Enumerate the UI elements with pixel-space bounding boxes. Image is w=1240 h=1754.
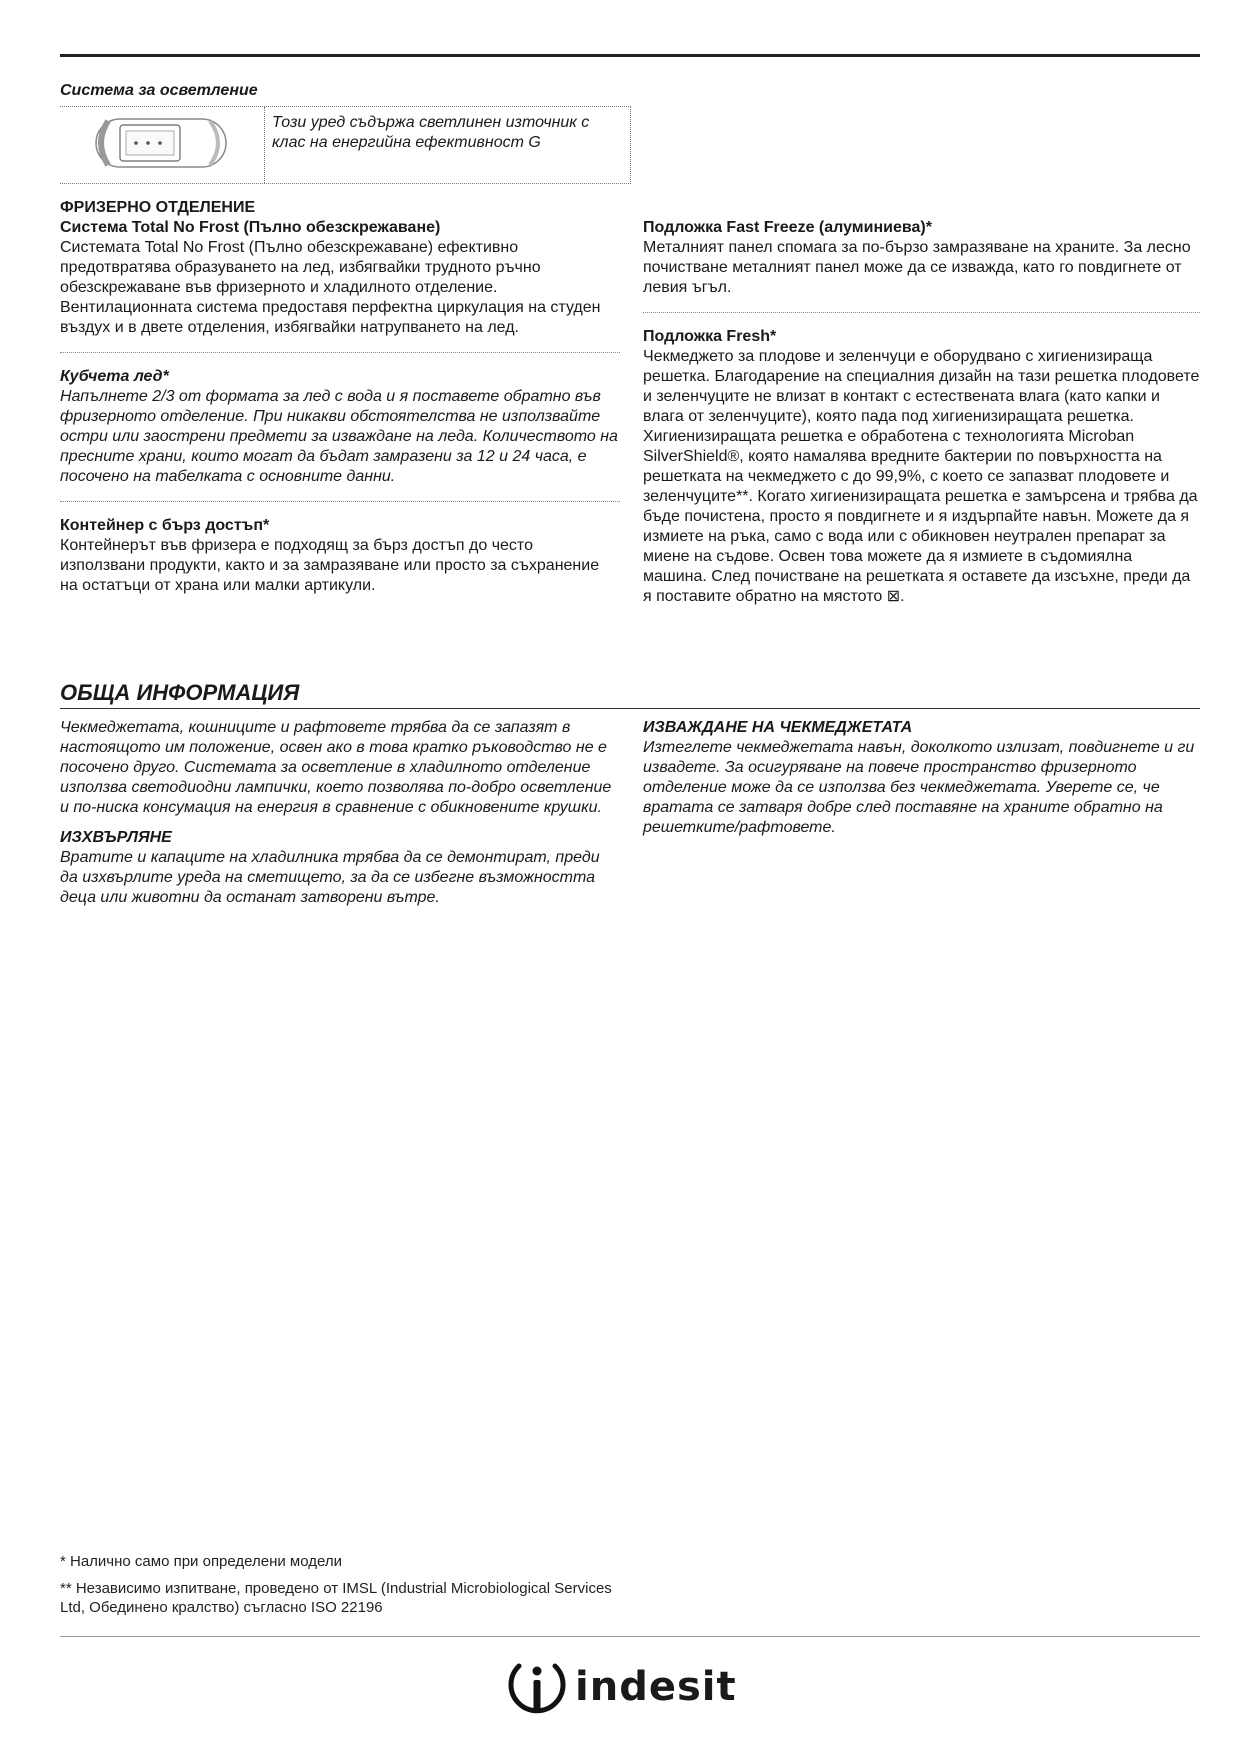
disposal-text: Вратите и капаците на хладилника трябва да се демонтират, преди да изхвърлите уреда на сметището, за да се избегне възможността деца или животни да останат затворени вътре. — [60, 849, 600, 906]
fresh-title: Подложка Fresh* — [643, 328, 777, 345]
nofrost-text: Системата Total No Frost (Пълно обезскрежаване) ефективно предотвратява образуването на лед, избягвайки трудното ръчно обезскрежаване във фризерното и хладилното отделение. Вентилационната система предоставя перфектна циркулация на студен въздух и в двете отделения, избягвайки натрупването на лед. — [60, 239, 601, 336]
container-title: Контейнер с бърз достъп* — [60, 517, 270, 534]
document-page — [60, 0, 1200, 1754]
nofrost-title: Система Total No Frost (Пълно обезскрежаване) — [60, 219, 441, 236]
ice-text: Напълнете 2/3 от формата за лед с вода и я поставете обратно във фризерното отделение. При никакви обстоятелства не използвайте остри или заострени предмети за изваждане на леда. Количеството на пресните храни, които могат да бъдат замразени за 12 и 24 часа, е посочено на табелката с основните данни. — [60, 388, 618, 485]
ice-title: Кубчета лед* — [60, 368, 169, 385]
fastfreeze-title: Подложка Fast Freeze (алуминиева)* — [643, 219, 932, 236]
fastfreeze-text: Металният панел спомага за по-бързо замразяване на храните. За лесно почистване металният панел може да се изважда, като го повдигнете от левия ъгъл. — [643, 239, 1191, 296]
general-left-column — [60, 718, 620, 908]
bottom-rule — [60, 1636, 1200, 1637]
indesit-logo — [505, 1652, 755, 1726]
lighting-title: Система за осветление — [60, 82, 258, 99]
separator — [60, 352, 620, 353]
general-intro: Чекмеджетата, кошниците и рафтовете трябва да се запазят в настоящото им положение, освен ако в това кратко ръководство не е посочено друго. Системата за осветление в хладилното отделение използва светодиодни лампички, което позволява по-добро осветление и по-ниска консумация на енергия в сравнение с обикновените крушки. — [60, 719, 612, 816]
disposal-title: ИЗХВЪРЛЯНЕ — [60, 829, 172, 846]
light-fixture-image — [60, 107, 265, 183]
drawers-title: ИЗВАЖДАНЕ НА ЧЕКМЕДЖЕТАТА — [643, 719, 913, 736]
logo-wordmark: indesit — [575, 1664, 737, 1710]
general-info-rule — [60, 708, 1200, 709]
freezer-left-column — [60, 198, 620, 596]
freezer-right-column — [643, 218, 1200, 607]
top-rule — [60, 54, 1200, 57]
separator — [60, 501, 620, 502]
general-info-title: ОБЩА ИНФОРМАЦИЯ — [60, 680, 300, 705]
container-text: Контейнерът във фризера е подходящ за бърз достъп до често използвани продукти, както и за замразяване или просто за съхранение на остатъци от храна или малки артикули. — [60, 537, 600, 594]
freezer-heading: ФРИЗЕРНО ОТДЕЛЕНИЕ — [60, 199, 256, 216]
light-fixture-icon — [60, 107, 264, 183]
indesit-logo-icon — [505, 1652, 569, 1726]
footnote-imsl: ** Независимо изпитване, проведено от IMSL (Industrial Microbiological Services Ltd, Обединено кралство) съгласно ISO 22196 — [60, 1580, 612, 1616]
lighting-text: Този уред съдържа светлинен източник с клас на енергийна ефективност G — [272, 114, 590, 151]
footnotes — [60, 1552, 640, 1625]
general-right-column — [643, 718, 1200, 838]
footnote-models: * Налично само при определени модели — [60, 1553, 342, 1570]
lighting-info-box — [60, 106, 631, 184]
drawers-text: Изтеглете чекмеджетата навън, доколкото излизат, повдигнете и ги извадете. За осигуряване на повече пространство фризерното отделение може да се използва без чекмеджетата. Уверете се, че вратата се затваря добре след поставяне на храните обратно на решетките/рафтовете. — [643, 739, 1195, 836]
separator — [643, 312, 1200, 313]
fresh-text: Чекмеджето за плодове и зеленчуци е оборудвано с хигиенизираща решетка. Благодарение на специалния дизайн на тази решетка плодовете и зеленчуците не влизат в контакт с естествената влага (като капки и влага от зеленчуците), която пада под хигиенизиращата решетка. Хигиенизиращата решетка е обработена с технологията Microban SilverShield®, която намалява вредните бактерии по повърхността на решетката на чекмеджето с до 99,9%, с което се запазват плодовете и зеленчуците**. Когато хигиенизиращата решетка е замърсена и трябва да бъде почистена, просто я повдигнете и я издърпайте навън. Можете да я измиете на ръка, само с вода или с обикновен неутрален препарат за миене на съдове. Освен това можете да я измиете в съдомиялна машина. След почистване на решетката я оставете да изсъхне, преди да я поставите обратно на мястото ⊠. — [643, 348, 1200, 605]
